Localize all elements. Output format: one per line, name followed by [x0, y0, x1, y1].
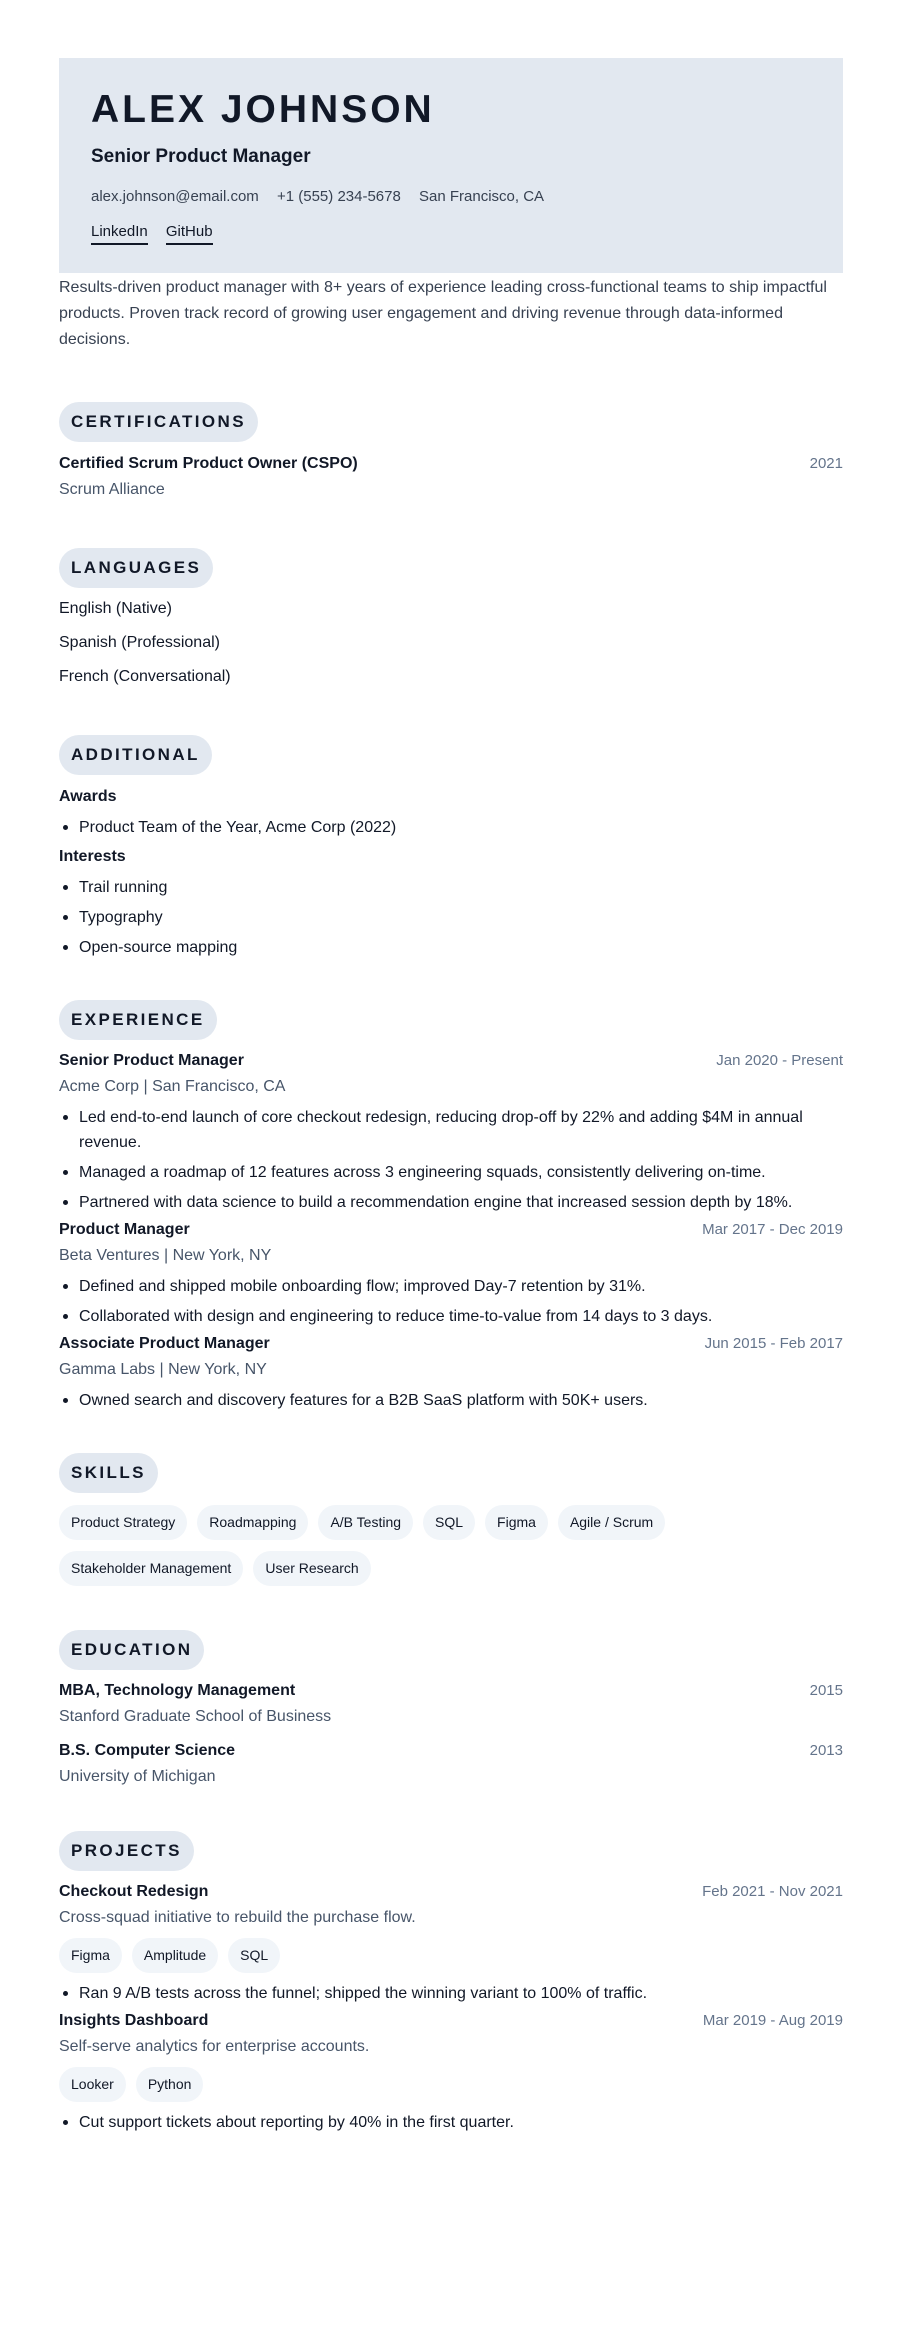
skill-chip: Stakeholder Management	[59, 1551, 243, 1586]
list-item: Trail running	[59, 875, 843, 900]
location: San Francisco, CA	[419, 188, 545, 205]
interests-label: Interests	[59, 848, 126, 865]
school-name: Stanford Graduate School of Business	[59, 1708, 332, 1725]
certification-issuer: Scrum Alliance	[59, 481, 165, 498]
job-title: Associate Product Manager	[59, 1335, 270, 1352]
list-item: Ran 9 A/B tests across the funnel; shipped the winning variant to 100% of traffic.	[59, 1981, 843, 2006]
project-bullets	[59, 1981, 843, 2006]
section-heading-certifications: CERTIFICATIONS	[59, 402, 258, 442]
job-dates: Mar 2017 - Dec 2019	[702, 1221, 843, 1238]
list-item: Cut support tickets about reporting by 40% in the first quarter.	[59, 2110, 843, 2135]
tag-chip: Looker	[59, 2067, 126, 2102]
language-item: French (Conversational)	[59, 668, 231, 685]
job-bullets	[59, 1105, 843, 1215]
project-entry	[59, 2012, 843, 2135]
job-entry	[59, 1221, 843, 1329]
profile-links	[91, 223, 811, 245]
certification-year: 2021	[809, 455, 843, 472]
job-title: Senior Product Manager	[59, 1052, 244, 1069]
list-item: Typography	[59, 905, 843, 930]
skills-section	[59, 1453, 843, 1586]
certification-name: Certified Scrum Product Owner (CSPO)	[59, 455, 358, 472]
skill-chip: Roadmapping	[197, 1505, 308, 1540]
tag-chip: Figma	[59, 1938, 122, 1973]
section-heading-experience: EXPERIENCE	[59, 1000, 217, 1040]
awards-label: Awards	[59, 788, 117, 805]
section-heading-education: EDUCATION	[59, 1630, 204, 1670]
job-entry	[59, 1052, 843, 1215]
project-description: Cross-squad initiative to rebuild the purchase flow.	[59, 1909, 416, 1926]
tag-chip: Amplitude	[132, 1938, 218, 1973]
project-bullets	[59, 2110, 843, 2135]
list-item: Managed a roadmap of 12 features across 3 engineering squads, consistently delivering on-time.	[59, 1160, 843, 1185]
school-name: University of Michigan	[59, 1768, 216, 1785]
awards-list	[59, 815, 843, 840]
project-entry	[59, 1883, 843, 2006]
skill-chip: Product Strategy	[59, 1505, 187, 1540]
list-item: Product Team of the Year, Acme Corp (2022)	[59, 815, 843, 840]
degree-name: B.S. Computer Science	[59, 1742, 236, 1759]
project-tags	[59, 1938, 843, 1973]
languages-section	[59, 548, 843, 686]
language-item: Spanish (Professional)	[59, 634, 220, 651]
linkedin-link[interactable]: LinkedIn	[91, 223, 148, 245]
project-dates: Mar 2019 - Aug 2019	[702, 2012, 843, 2029]
job-dates: Jun 2015 - Feb 2017	[704, 1335, 843, 1352]
skill-chip: User Research	[253, 1551, 370, 1586]
project-name: Checkout Redesign	[59, 1883, 209, 1900]
project-dates: Feb 2021 - Nov 2021	[702, 1883, 843, 1900]
email-link[interactable]: alex.johnson@email.com	[91, 188, 259, 205]
github-link[interactable]: GitHub	[166, 223, 213, 245]
skill-chip: Figma	[485, 1505, 548, 1540]
job-dates: Jan 2020 - Present	[716, 1052, 843, 1069]
job-company: Gamma Labs | New York, NY	[59, 1361, 267, 1378]
tag-chip: Python	[136, 2067, 204, 2102]
list-item: Defined and shipped mobile onboarding flow; improved Day-7 retention by 31%.	[59, 1274, 843, 1299]
contact-info	[91, 188, 811, 205]
list-item: Open-source mapping	[59, 935, 843, 960]
candidate-title: Senior Product Manager	[91, 146, 311, 167]
phone-number: +1 (555) 234-5678	[276, 188, 401, 205]
job-company: Acme Corp | San Francisco, CA	[59, 1078, 286, 1095]
graduation-year: 2013	[809, 1742, 843, 1759]
education-entry	[59, 1682, 843, 1726]
job-title: Product Manager	[59, 1221, 190, 1238]
section-heading-languages: LANGUAGES	[59, 548, 213, 588]
certifications-section	[59, 402, 843, 499]
list-item: Led end-to-end launch of core checkout redesign, reducing drop-off by 22% and adding $4M in annual revenue.	[59, 1105, 843, 1155]
skill-chip: Agile / Scrum	[558, 1505, 665, 1540]
section-heading-projects: PROJECTS	[59, 1831, 194, 1871]
degree-name: MBA, Technology Management	[59, 1682, 296, 1699]
professional-summary: Results-driven product manager with 8+ years of experience leading cross-functional teams to ship impactful products. Proven track record of growing user engagement and driving revenue through data-informed decisions.	[59, 279, 827, 348]
skills-list	[59, 1505, 843, 1586]
tag-chip: SQL	[228, 1938, 280, 1973]
project-tags	[59, 2067, 843, 2102]
list-item: Partnered with data science to build a recommendation engine that increased session depth by 18%.	[59, 1190, 843, 1215]
section-heading-additional: ADDITIONAL	[59, 735, 212, 775]
section-heading-skills: SKILLS	[59, 1453, 158, 1493]
candidate-name: ALEX JOHNSON	[91, 88, 435, 131]
resume-header	[59, 58, 843, 273]
job-entry	[59, 1335, 843, 1413]
graduation-year: 2015	[809, 1682, 843, 1699]
project-description: Self-serve analytics for enterprise accounts.	[59, 2038, 370, 2055]
job-bullets	[59, 1274, 843, 1329]
education-section	[59, 1630, 843, 1786]
job-company: Beta Ventures | New York, NY	[59, 1247, 272, 1264]
additional-section	[59, 735, 843, 960]
certification-entry	[59, 455, 843, 499]
list-item: Owned search and discovery features for a B2B SaaS platform with 50K+ users.	[59, 1388, 843, 1413]
interests-list	[59, 875, 843, 960]
project-name: Insights Dashboard	[59, 2012, 209, 2029]
skill-chip: SQL	[423, 1505, 475, 1540]
education-entry	[59, 1742, 843, 1786]
list-item: Collaborated with design and engineering to reduce time-to-value from 14 days to 3 days.	[59, 1304, 843, 1329]
projects-section	[59, 1831, 843, 2135]
experience-section	[59, 1000, 843, 1413]
skill-chip: A/B Testing	[318, 1505, 413, 1540]
language-item: English (Native)	[59, 600, 172, 617]
job-bullets	[59, 1388, 843, 1413]
